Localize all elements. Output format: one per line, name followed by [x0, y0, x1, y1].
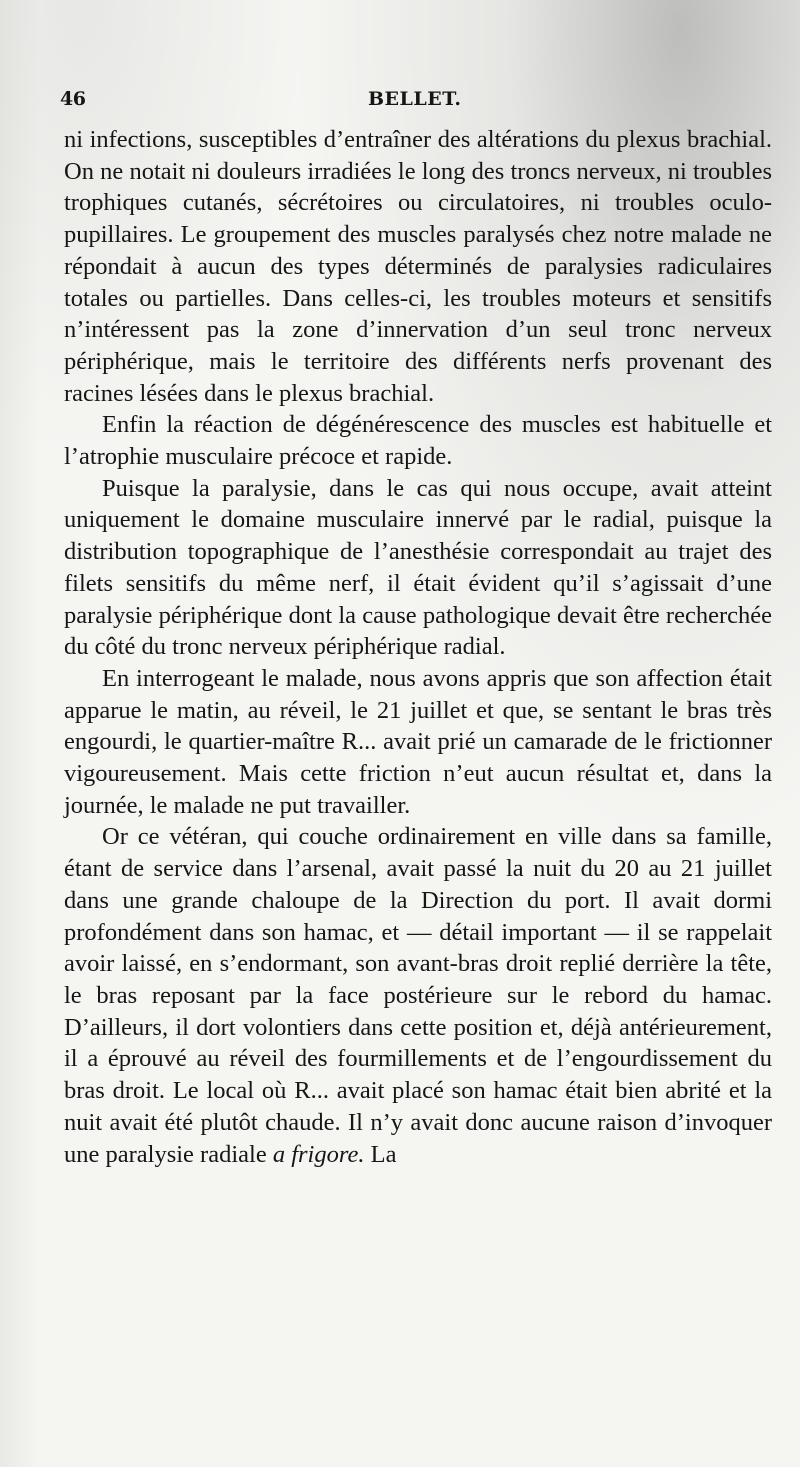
running-head: BELLET. [368, 88, 462, 110]
body-text [64, 124, 772, 1444]
paragraph-text: Or ce vétéran, qui couche ordinairement en ville dans sa famille, étant de service dans l’arsenal, avait passé la nuit du 20 au 21 juillet dans une grande chaloupe de la Direction du port. Il avait dormi profondément dans son hamac, et — détail important — il se rappelait avoir laissé, en s’endormant, son avant-bras droit replié derrière la tête, le bras reposant par la face postérieure sur le rebord du hamac. D’ailleurs, il dort volontiers dans cette position et, déjà antérieurement, il a éprouvé au réveil des fourmillements et de l’engourdissement du bras droit. Le local où R... avait placé son hamac était bien abrité et la nuit avait été plutôt chaude. Il n’y avait donc aucune raison d’invoquer une paralysie radiale [64, 823, 772, 1168]
paragraph [64, 821, 772, 1170]
latin-phrase: a frigore. [272, 1140, 365, 1168]
paragraph: Enfin la réaction de dégénérescence des muscles est habituelle et l’atrophie musculaire précoce et rapide. [64, 411, 772, 471]
catchword: La [364, 1140, 397, 1168]
paragraph: ni infections, susceptibles d’entraîner des altérations du plexus brachial. On ne notait ni douleurs irradiées le long des troncs nerveux, ni troubles trophiques cutanés, sécrétoires ou circulatoires, ni troubles oculo-pupillaires. Le groupement des muscles paralysés chez notre malade ne répondait à aucun des types déterminés de paralysies radiculaires totales ou partielles. Dans celles-ci, les troubles moteurs et sensitifs n’intéressent pas la zone d’innervation d’un seul tronc nerveux périphérique, mais le territoire des différents nerfs provenant des racines lésées dans le plexus brachial. [64, 126, 772, 407]
paragraph: Puisque la paralysie, dans le cas qui nous occupe, avait atteint uniquement le domaine musculaire innervé par le radial, puisque la distribution topographique de l’anesthésie correspondait au trajet des filets sensitifs du même nerf, il était évident qu’il s’agissait d’une paralysie périphérique dont la cause pathologique devait être recherchée du côté du tronc nerveux périphérique radial. [64, 474, 772, 661]
page-number: 46 [60, 88, 86, 110]
paragraph: En interrogeant le malade, nous avons appris que son affection était apparue le matin, au réveil, le 21 juillet et que, se sentant le bras très engourdi, le quartier-maître R... avait prié un camarade de le frictionner vigoureusement. Mais cette friction n’eut aucun résultat et, dans la journée, le malade ne put travailler. [64, 664, 772, 819]
page-header [60, 84, 772, 120]
